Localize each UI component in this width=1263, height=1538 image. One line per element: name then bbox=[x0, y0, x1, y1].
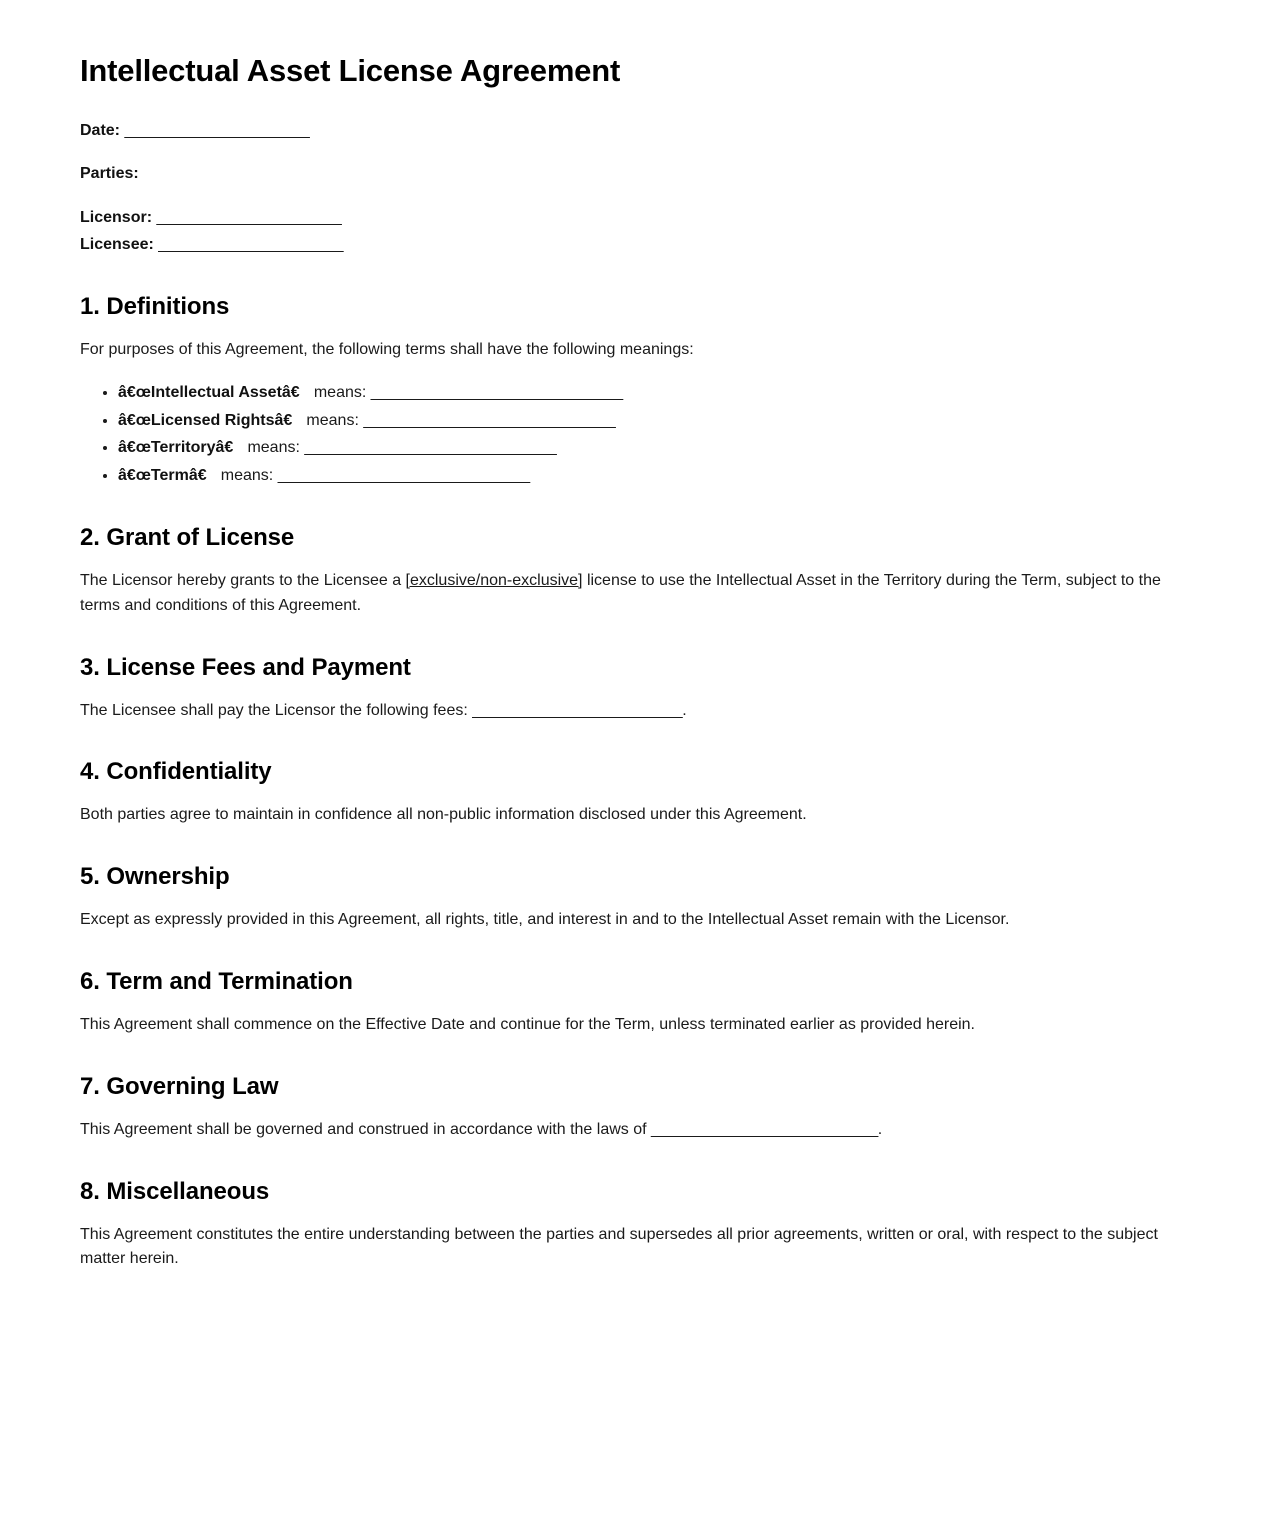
definition-term: â€œIntellectual Assetâ€ bbox=[118, 383, 310, 401]
grant-text-before: The Licensor hereby grants to the Licensee a bbox=[80, 571, 406, 589]
term-and-termination-text: This Agreement shall commence on the Effective Date and continue for the Term, unless terminated earlier as provided herein. bbox=[80, 1015, 975, 1033]
list-item bbox=[118, 464, 1183, 489]
section-heading-term-and-termination: 6. Term and Termination bbox=[80, 967, 353, 995]
definition-means: means: bbox=[301, 411, 364, 429]
license-fees-text bbox=[80, 699, 1175, 724]
date-blank[interactable]: ______________________ bbox=[124, 122, 310, 140]
definition-blank[interactable]: ______________________________ bbox=[370, 383, 623, 401]
ownership-text: Except as expressly provided in this Agreement, all rights, title, and interest in and to the Intellectual Asset remain with the Licensor. bbox=[80, 911, 1010, 929]
governing-law-text bbox=[80, 1118, 1175, 1143]
page-title: Intellectual Asset License Agreement bbox=[80, 53, 621, 88]
licensor-label: Licensor: bbox=[80, 208, 153, 226]
section-heading-grant-of-license: 2. Grant of License bbox=[80, 523, 295, 551]
fees-text-before: The Licensee shall pay the Licensor the following fees: bbox=[80, 701, 473, 719]
fees-blank[interactable]: _________________________ bbox=[472, 701, 683, 719]
governing-text-after: . bbox=[877, 1120, 883, 1138]
licensor-line bbox=[80, 206, 1183, 229]
list-item bbox=[118, 436, 1183, 461]
governing-law-blank[interactable]: ___________________________ bbox=[651, 1120, 878, 1138]
grant-text-after: license to use the Intellectual Asset in the Territory during the Term, subject to the terms and conditions of this Agreement. bbox=[80, 571, 1161, 614]
definition-means: means: bbox=[309, 383, 371, 401]
definition-means: means: bbox=[243, 439, 305, 457]
confidentiality-text: Both parties agree to maintain in confidence all non-public information disclosed under this Agreement. bbox=[80, 806, 807, 824]
definition-blank[interactable]: ______________________________ bbox=[277, 467, 530, 485]
parties-label-text: Parties: bbox=[80, 165, 139, 183]
fees-text-after: . bbox=[682, 701, 687, 719]
date-line bbox=[80, 119, 1183, 142]
miscellaneous-text: This Agreement constitutes the entire understanding between the parties and supersedes all prior agreements, written or oral, with respect to the subject matter herein. bbox=[80, 1225, 1158, 1268]
licensee-label: Licensee: bbox=[80, 235, 154, 253]
definition-term: â€œLicensed Rightsâ€ bbox=[118, 411, 302, 429]
list-item bbox=[118, 409, 1183, 434]
definitions-list bbox=[80, 381, 1183, 489]
governing-text-before: This Agreement shall be governed and construed in accordance with the laws of bbox=[80, 1120, 651, 1138]
definition-blank[interactable]: ______________________________ bbox=[304, 439, 557, 457]
grant-of-license-text bbox=[80, 569, 1175, 619]
definition-term: â€œTerritoryâ€ bbox=[118, 439, 243, 457]
section-heading-governing-law: 7. Governing Law bbox=[80, 1072, 279, 1100]
section-heading-confidentiality: 4. Confidentiality bbox=[80, 758, 272, 786]
parties-label bbox=[80, 162, 1183, 185]
section-heading-definitions: 1. Definitions bbox=[80, 292, 230, 320]
section-heading-miscellaneous: 8. Miscellaneous bbox=[80, 1177, 270, 1205]
definition-means: means: bbox=[216, 467, 278, 485]
licensee-blank[interactable]: ______________________ bbox=[158, 235, 344, 253]
licensor-blank[interactable]: ______________________ bbox=[156, 208, 342, 226]
section-heading-license-fees: 3. License Fees and Payment bbox=[80, 653, 411, 681]
definition-term: â€œTermâ€ bbox=[118, 467, 217, 485]
section-heading-ownership: 5. Ownership bbox=[80, 863, 230, 891]
definition-blank[interactable]: ______________________________ bbox=[363, 411, 616, 429]
page-bottom-spacer bbox=[80, 1278, 1183, 1478]
list-item bbox=[118, 381, 1183, 406]
definitions-intro: For purposes of this Agreement, the following terms shall have the following meanings: bbox=[80, 340, 694, 358]
exclusivity-placeholder[interactable]: [exclusive/non-exclusive] bbox=[405, 571, 583, 589]
licensee-line bbox=[80, 233, 1183, 256]
date-label: Date: bbox=[80, 122, 121, 140]
